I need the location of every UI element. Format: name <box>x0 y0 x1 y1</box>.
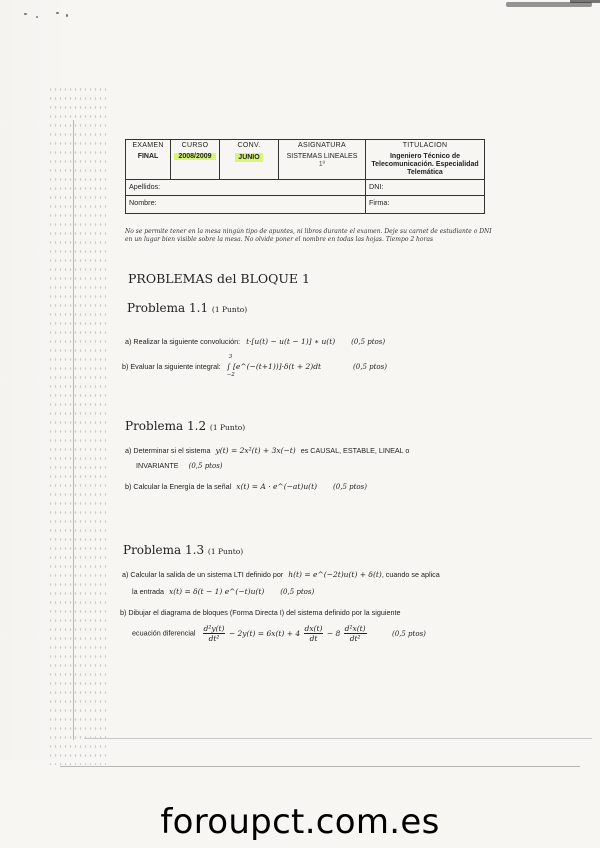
problem-1-3-a <box>122 570 440 579</box>
scan-vertical-line <box>73 120 74 740</box>
asignatura-mark: 1º <box>318 161 326 168</box>
fraction-denominator: dt <box>309 634 318 643</box>
item-label: a) Realizar la siguiente convolución: <box>125 337 241 346</box>
firma-cell <box>366 196 485 214</box>
problem-1-2-b <box>125 482 367 491</box>
firma-label: Firma: <box>369 198 390 207</box>
integral-expression <box>226 354 322 378</box>
scan-noise <box>48 85 108 765</box>
block-title: PROBLEMAS del BLOQUE 1 <box>128 271 310 286</box>
item-points: (0,5 ptos) <box>353 363 387 371</box>
item-points: (0,5 ptos) <box>333 483 367 491</box>
problem-1-3-b-equation <box>132 624 426 643</box>
item-line2-label: ecuación diferencial <box>132 628 196 638</box>
item-expression: ∫ [e^(−(t+1))]·δ(t + 2)dt <box>226 362 322 371</box>
problem-1-3-b <box>120 608 400 617</box>
fraction <box>203 624 226 643</box>
problem-points: (1 Punto) <box>209 423 246 432</box>
curso-label: CURSO <box>181 142 209 149</box>
item-points: (0,5 ptos) <box>188 462 223 470</box>
problem-title-text: Problema 1.2 <box>125 419 207 433</box>
nombre-label: Nombre: <box>129 198 157 207</box>
item-line2-expression: x(t) = δ(t − 1) e^(−t)u(t) <box>168 587 265 596</box>
fraction-numerator: d²y(t) <box>203 624 225 633</box>
problem-title-text: Problema 1.1 <box>127 301 209 315</box>
conv-cell <box>220 140 279 180</box>
dni-label: DNI: <box>369 182 384 191</box>
examen-value: FINAL <box>137 153 159 160</box>
scan-speck <box>66 14 68 17</box>
problem-1-1-title <box>127 301 247 315</box>
fraction <box>304 624 324 643</box>
problem-1-2-a <box>125 446 409 455</box>
conv-value: JUNIO <box>235 153 262 162</box>
problem-1-1-a <box>125 337 385 346</box>
exam-header-table <box>125 139 485 214</box>
problem-1-2-a-line2 <box>136 461 223 470</box>
scan-speck <box>24 13 27 15</box>
apellidos-label: Apellidos: <box>129 182 161 191</box>
problem-points: (1 Punto) <box>211 305 248 314</box>
scan-fold-line <box>84 738 592 739</box>
problem-1-2-title <box>125 419 245 433</box>
item-points: (0,5 ptos) <box>391 629 426 638</box>
problem-1-3-title <box>123 543 243 557</box>
scan-corner-mark-dark <box>570 0 600 3</box>
problem-points: (1 Punto) <box>207 547 244 556</box>
item-line2-label: la entrada <box>132 587 164 596</box>
item-tail: , cuando se aplica <box>381 570 440 579</box>
titulacion-value: Ingeniero Técnico de Telecomunicación. Especialidad Telemática <box>371 153 479 176</box>
examen-label: EXAMEN <box>132 142 164 149</box>
equation-middle: − 2y(t) = 6x(t) + 4 <box>228 628 301 638</box>
problem-1-3-a-line2 <box>132 587 314 596</box>
problem-title-text: Problema 1.3 <box>123 543 205 557</box>
differential-equation <box>202 624 370 643</box>
scan-fold-line-bottom <box>60 766 580 767</box>
scan-speck <box>36 16 38 18</box>
nombre-cell <box>126 196 366 214</box>
fraction-numerator: dx(t) <box>304 624 323 633</box>
item-tail: es CAUSAL, ESTABLE, LINEAL o <box>300 446 410 455</box>
item-points: (0,5 ptos) <box>280 588 315 596</box>
item-label: b) Calcular la Energía de la señal <box>125 482 232 491</box>
problem-1-1-b <box>122 354 387 378</box>
item-label: b) Dibujar el diagrama de bloques (Forma Directa I) del sistema definido por la siguiente <box>120 608 401 617</box>
item-expression: x(t) = A · e^(−at)u(t) <box>236 482 318 491</box>
asignatura-cell <box>279 140 366 180</box>
footer-watermark: foroupct.com.es <box>160 802 440 842</box>
fraction <box>344 624 367 643</box>
item-points: (0,5 ptos) <box>351 338 386 346</box>
fraction-numerator: d²x(t) <box>344 624 366 633</box>
fraction-denominator: dt² <box>208 634 220 643</box>
item-expression: y(t) = 2x²(t) + 3x(−t) <box>215 446 296 455</box>
integral-upper-limit: 3 <box>228 354 233 360</box>
item-label: a) Calcular la salida de un sistema LTI definido por <box>122 570 284 579</box>
item-tail-2: INVARIANTE <box>136 461 179 470</box>
asignatura-label: ASIGNATURA <box>298 142 346 149</box>
item-expression: t·[u(t) − u(t − 1)] ∗ u(t) <box>246 337 336 346</box>
item-expression: h(t) = e^(−2t)u(t) + δ(t) <box>288 570 382 579</box>
fraction-denominator: dt² <box>349 634 361 643</box>
scan-speck <box>56 12 59 14</box>
item-label: b) Evaluar la siguiente integral: <box>122 362 221 371</box>
asignatura-value: SISTEMAS LINEALES <box>286 153 358 160</box>
dni-cell <box>366 180 485 196</box>
conv-label: CONV. <box>237 142 261 149</box>
item-label: a) Determinar si el sistema <box>125 446 211 455</box>
curso-value: 2008/2009 <box>174 153 216 160</box>
exam-instructions: No se permite tener en la mesa ningún tipo de apuntes, ni libros durante el examen. Deje su carnet de estudiante o DNI en un lugar bien visible sobre la mesa. No olvide poner el nombre en todas las hojas. Tiempo 2 horas <box>125 228 492 243</box>
curso-cell <box>171 140 220 180</box>
examen-cell <box>126 140 171 180</box>
equation-middle-2: − 8 <box>326 628 341 638</box>
titulacion-label: TITULACION <box>402 142 448 149</box>
titulacion-cell <box>366 140 485 180</box>
integral-lower-limit: −2 <box>226 372 235 378</box>
apellidos-cell <box>126 180 366 196</box>
